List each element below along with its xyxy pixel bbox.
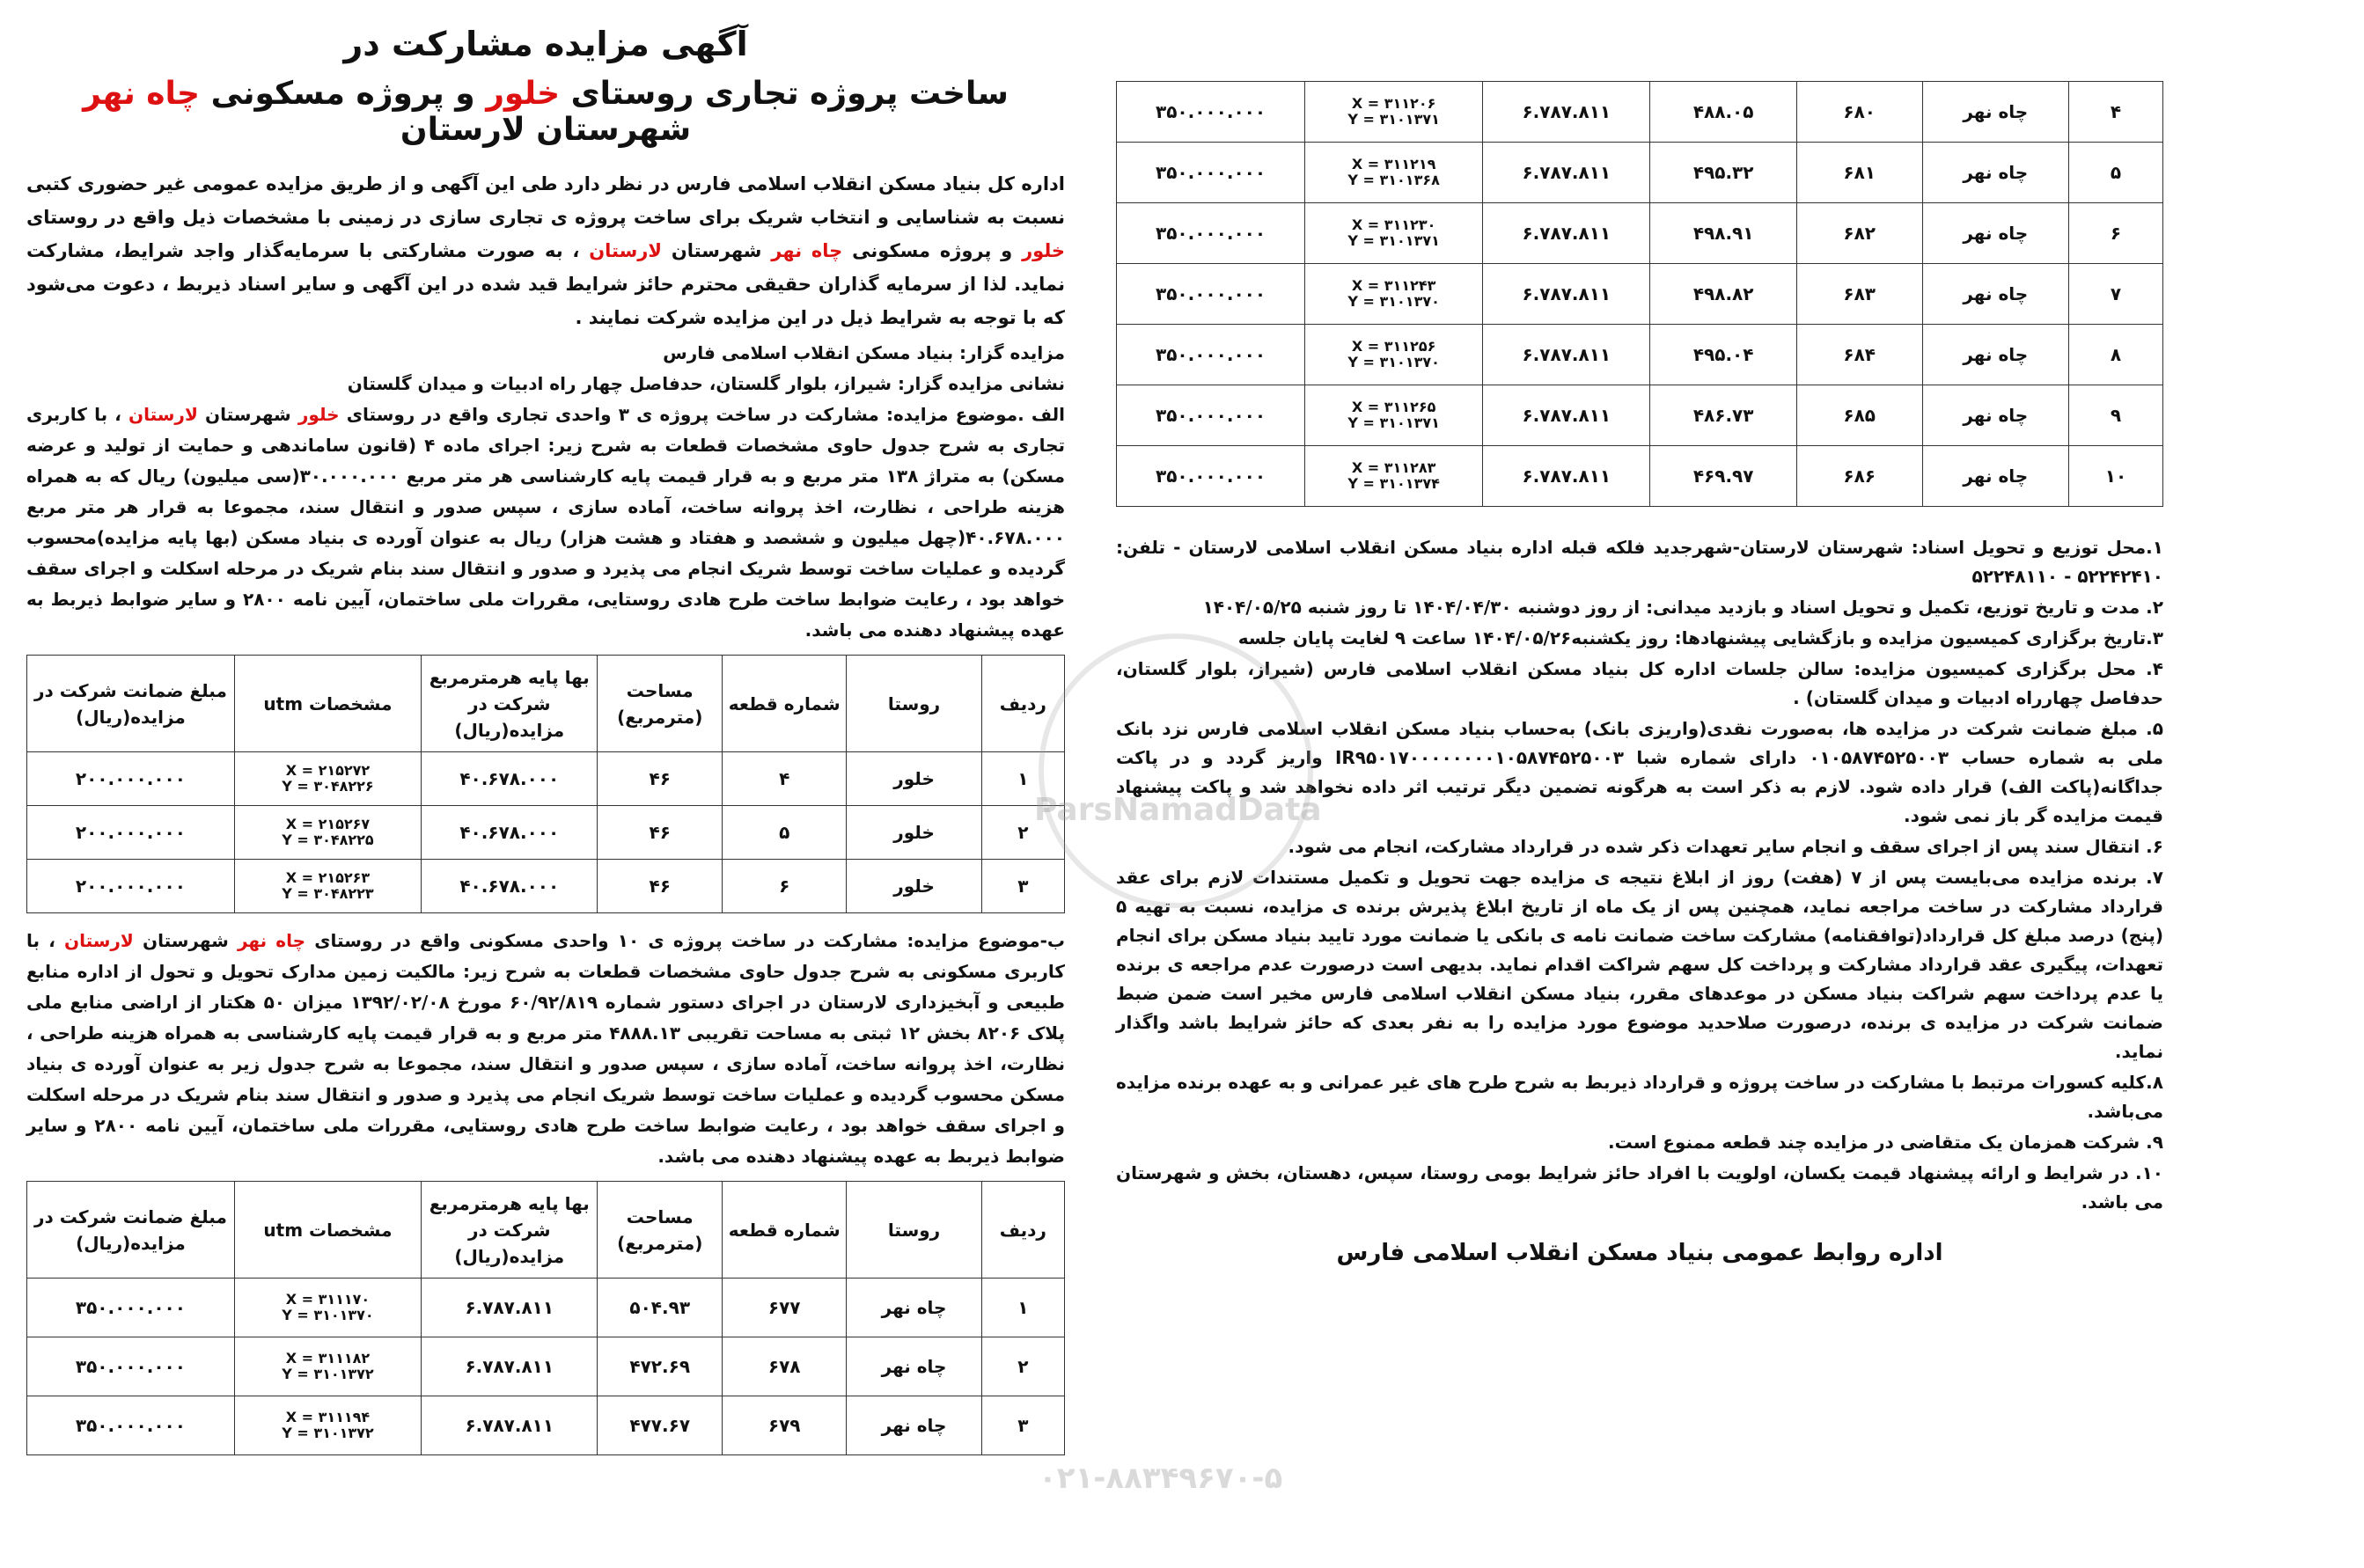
section-a-paragraph bbox=[26, 399, 1065, 646]
table-row bbox=[1117, 264, 2163, 325]
section-a-red1: خلور bbox=[297, 404, 340, 425]
cell-utm bbox=[234, 1396, 421, 1455]
cell-village: چاه نهر bbox=[847, 1279, 981, 1337]
utm-x: X = ۲۱۵۲۶۳ bbox=[285, 869, 371, 886]
cell-price: ۴۰.۶۷۸.۰۰۰ bbox=[422, 806, 598, 860]
utm-y: Y = ۳۰۴۸۲۲۳ bbox=[282, 885, 374, 902]
cell-guarantee: ۲۰۰.۰۰۰.۰۰۰ bbox=[27, 752, 235, 806]
utm-y: Y = ۳۱۰۱۳۷۰ bbox=[282, 1307, 374, 1323]
cell-guarantee: ۲۰۰.۰۰۰.۰۰۰ bbox=[27, 860, 235, 913]
condition-item: ۶. انتقال سند پس از اجرای سقف و انجام سایر تعهدات ذکر شده در قرارداد مشارکت، انجام می شود. bbox=[1288, 836, 2163, 857]
cell-guarantee: ۲۰۰.۰۰۰.۰۰۰ bbox=[27, 806, 235, 860]
residential-plots-table-continued bbox=[1116, 81, 2163, 507]
cell-area: ۴۸۶.۷۳ bbox=[1650, 385, 1796, 446]
cell-plot: ۶۸۴ bbox=[1796, 325, 1922, 385]
cell-plot: ۶۸۵ bbox=[1796, 385, 1922, 446]
table-row bbox=[1117, 143, 2163, 203]
utm-x: X = ۳۱۱۲۳۰ bbox=[1351, 216, 1436, 233]
table-row bbox=[1117, 203, 2163, 264]
notice-title: آگهی مزایده مشارکت در bbox=[343, 25, 748, 63]
cell-price: ۶.۷۸۷.۸۱۱ bbox=[1483, 385, 1650, 446]
cell-area: ۴۹۵.۳۲ bbox=[1650, 143, 1796, 203]
condition-item: ۱۰. در شرایط و ارائه پیشنهاد قیمت یکسان، اولویت با افراد حائز شرایط بومی روستا، سپس، دهستان، بخش و شهرستان می باشد. bbox=[1116, 1162, 2163, 1213]
cell-row: ۲ bbox=[981, 806, 1064, 860]
cell-area: ۴۹۵.۰۴ bbox=[1650, 325, 1796, 385]
cell-row: ۹ bbox=[2069, 385, 2163, 446]
cell-row: ۱ bbox=[981, 1279, 1064, 1337]
cell-area: ۴۶ bbox=[598, 752, 722, 806]
table-row bbox=[1117, 446, 2163, 507]
header-utm: مشخصات utm bbox=[234, 1182, 421, 1279]
intro-red3: لارستان bbox=[589, 240, 662, 261]
intro-d: ، به صورت مشارکتی با سرمایه‌گذار واجد شرایط، مشارکت نماید. لذا از سرمایه گذاران حقیقی محترم حائز شرایط قید شده در این آگهی و سایر اسناد ذیربط ، دعوت می‌شود که با توجه به شرایط ذیل در این مزایده شرکت نمایند . bbox=[26, 240, 1065, 328]
cell-village: خلور bbox=[847, 806, 981, 860]
cell-village: چاه نهر bbox=[847, 1337, 981, 1396]
utm-x: X = ۳۱۱۲۵۶ bbox=[1351, 338, 1436, 355]
cell-plot: ۶۷۹ bbox=[722, 1396, 846, 1455]
cell-village: خلور bbox=[847, 860, 981, 913]
cell-area: ۴۹۸.۸۲ bbox=[1650, 264, 1796, 325]
utm-y: Y = ۳۰۴۸۲۲۶ bbox=[282, 778, 374, 795]
cell-village: چاه نهر bbox=[1922, 446, 2068, 507]
notice-subtitle bbox=[26, 76, 1065, 148]
section-a-c: ، با کاربری تجاری به شرح جدول حاوی مشخصات قطعات به شرح زیر: اجرای ماده ۴ (قانون ساماندهی و حمایت از تولید و عرضه مسکن) به متراژ ۱۳۸ متر مربع و به قرار قیمت پایه کارشناسی هر متر مربع ۳۰.۰۰۰.۰۰۰(سی میلیون) ریال که به همراه هزینه طراحی ، نظارت، اخذ پروانه ساخت، آماده سازی ، سپس صدور و انتقال سند، مجموعا به قرار هر متر مربع ۴۰.۶۷۸.۰۰۰(چهل میلیون و ششصد و هفتاد و هشت هزار) ریال به عنوان آورده ی بنیاد مسکن (بها پایه مزایده)محسوب گردیده و عملیات ساخت توسط شریک انجام می پذیرد و صدور و انتقال سند بنام شریک در مرحله اسکلت و اجرای سقف خواهد بود ، رعایت ضوابط ساخت طرح هادی روستایی، مقررات ملی ساختمان، آیین نامه ۲۸۰۰ و سایر ضوابط ذیربط به عهده پیشنهاد دهنده می باشد. bbox=[26, 404, 1066, 641]
utm-x: X = ۳۱۱۲۴۳ bbox=[1351, 277, 1436, 294]
cell-utm bbox=[1305, 325, 1483, 385]
utm-x: X = ۳۱۱۲۱۹ bbox=[1351, 156, 1436, 172]
cell-row: ۱ bbox=[981, 752, 1064, 806]
utm-y: Y = ۳۱۰۱۳۷۲ bbox=[282, 1366, 374, 1382]
table-header-row bbox=[27, 1182, 1065, 1279]
header-area: مساحت (مترمربع) bbox=[598, 1182, 722, 1279]
subtitle-part1: ساخت پروژه تجاری روستای bbox=[570, 76, 1009, 112]
cell-row: ۸ bbox=[2069, 325, 2163, 385]
cell-village: چاه نهر bbox=[1922, 82, 2068, 143]
cell-utm bbox=[234, 1279, 421, 1337]
header-row: ردیف bbox=[981, 656, 1064, 752]
utm-x: X = ۳۱۱۱۹۴ bbox=[285, 1409, 371, 1425]
section-b-c: ، با کاربری مسکونی به شرح جدول حاوی مشخصات قطعات به شرح زیر: مالکیت زمین مدارک تحویل و تحول از اداره منابع طبیعی و آبخیزداری لارستان در اجرای دستور شماره ۶۰/۹۲/۸۱۹ مورخ ۱۳۹۲/۰۲/۰۸ میزان ۵۰ هکتار از اراضی منابع ملی پلاک ۸۲۰۶ بخش ۱۲ ثبتی به مساحت تقریبی ۴۸۸۸.۱۳ متر مربع و به قرار قیمت پایه کارشناسی به همراه هزینه طراحی ، نظارت، اخذ پروانه ساخت، آماده سازی ، سپس صدور و انتقال سند، مجموعا به شرح جدول زیر به عنوان آورده ی بنیاد مسکن محسوب گردیده و عملیات ساخت توسط شریک انجام می پذیرد و صدور و انتقال سند بنام شریک در مرحله اسکلت و اجرای سقف خواهد بود ، رعایت ضوابط ساخت طرح هادی روستایی، مقررات ملی ساختمان، آیین نامه ۲۸۰۰ و سایر ضوابط ذیربط به عهده پیشنهاد دهنده می باشد. bbox=[26, 930, 1066, 1167]
table-row bbox=[27, 1337, 1065, 1396]
utm-x: X = ۳۱۱۲۶۵ bbox=[1351, 399, 1436, 415]
cell-guarantee: ۳۵۰.۰۰۰.۰۰۰ bbox=[1117, 264, 1305, 325]
cell-village: چاه نهر bbox=[1922, 203, 2068, 264]
cell-price: ۶.۷۸۷.۸۱۱ bbox=[422, 1396, 598, 1455]
cell-price: ۶.۷۸۷.۸۱۱ bbox=[422, 1279, 598, 1337]
cell-utm bbox=[1305, 143, 1483, 203]
header-guarantee: مبلغ ضمانت شرکت در مزایده(ریال) bbox=[27, 1182, 235, 1279]
watermark-stamp bbox=[1039, 634, 1313, 908]
utm-x: X = ۳۱۱۲۸۳ bbox=[1351, 459, 1436, 476]
cell-utm bbox=[234, 752, 421, 806]
cell-plot: ۶۸۲ bbox=[1796, 203, 1922, 264]
table-header-row bbox=[27, 656, 1065, 752]
intro-red1: خلور bbox=[1022, 240, 1066, 261]
utm-y: Y = ۳۱۰۱۳۷۰ bbox=[1347, 293, 1440, 310]
cell-plot: ۶۷۷ bbox=[722, 1279, 846, 1337]
cell-plot: ۶۷۸ bbox=[722, 1337, 846, 1396]
cell-area: ۴۹۸.۹۱ bbox=[1650, 203, 1796, 264]
cell-village: خلور bbox=[847, 752, 981, 806]
section-a-a: الف .موضوع مزایده: مشارکت در ساخت پروژه ی ۳ واحدی تجاری واقع در روستای bbox=[346, 404, 1066, 425]
watermark-brand: ParsNamadData bbox=[1034, 792, 1322, 828]
utm-y: Y = ۳۱۰۱۳۷۰ bbox=[1347, 354, 1440, 370]
utm-x: X = ۳۱۱۲۰۶ bbox=[1351, 95, 1436, 112]
cell-village: چاه نهر bbox=[1922, 143, 2068, 203]
cell-guarantee: ۳۵۰.۰۰۰.۰۰۰ bbox=[27, 1396, 235, 1455]
cell-plot: ۵ bbox=[722, 806, 846, 860]
cell-guarantee: ۳۵۰.۰۰۰.۰۰۰ bbox=[1117, 143, 1305, 203]
residential-plots-table bbox=[26, 1181, 1065, 1455]
cell-row: ۷ bbox=[2069, 264, 2163, 325]
intro-paragraph bbox=[26, 167, 1065, 334]
utm-x: X = ۳۱۱۱۸۲ bbox=[285, 1350, 371, 1367]
section-b-b: شهرستان bbox=[143, 930, 229, 951]
utm-y: Y = ۳۱۰۱۳۶۸ bbox=[1347, 172, 1440, 188]
table-row bbox=[27, 1396, 1065, 1455]
section-a-red2: لارستان bbox=[128, 404, 198, 425]
condition-item: ۷. برنده مزایده می‌بایست پس از ۷ (هفت) روز از ابلاغ نتیجه ی مزایده جهت تحویل و تکمیل مستندات لازم برای عقد قرارداد مشارکت در ساخت مراجعه نماید، همچنین پس از یک ماه از تاریخ ابلاغ پذیرش برنده ی مزایده، نسبت به تهیه ۵ (پنج) درصد مبلغ کل قرارداد(توافقنامه) مشارکت ساخت ضمانت نامه ی بانکی یا ضمانت مورد تایید بنیاد مسکن برای انجام تعهدات، پیگیری عقد قرارداد مشارکت و پرداخت کل سهم شراکت اقدام نماید. بدیهی است درصورت عدم مراجعه ی برنده یا عدم پرداخت سهم شراکت بنیاد مسکن در موعدهای مقرر، بنیاد مسکن انقلاب اسلامی فارس مخیر است ضمن ضبط ضمانت شرکت در مزایده ی برنده، درصورت صلاحدید موضوع مورد مزایده را به نفر بعدی که حائز شرایط باشد واگذار نماید. bbox=[1116, 867, 2163, 1062]
auctioneer-line: مزایده گزار: بنیاد مسکن انقلاب اسلامی فارس bbox=[663, 342, 1065, 363]
condition-item: ۸.کلیه کسورات مرتبط با مشارکت در ساخت پروژه و قرارداد ذیربط به شرح طرح های غیر عمرانی و به عهده برنده مزایده می‌باشد. bbox=[1116, 1072, 2163, 1122]
cell-area: ۴۶۹.۹۷ bbox=[1650, 446, 1796, 507]
cell-guarantee: ۳۵۰.۰۰۰.۰۰۰ bbox=[27, 1337, 235, 1396]
cell-price: ۶.۷۸۷.۸۱۱ bbox=[1483, 82, 1650, 143]
cell-utm bbox=[1305, 385, 1483, 446]
table-row bbox=[27, 860, 1065, 913]
cell-area: ۵۰۴.۹۳ bbox=[598, 1279, 722, 1337]
header-plot: شماره قطعه bbox=[722, 1182, 846, 1279]
cell-guarantee: ۳۵۰.۰۰۰.۰۰۰ bbox=[1117, 325, 1305, 385]
condition-item: ۹. شرکت همزمان یک متقاضی در مزایده چند قطعه ممنوع است. bbox=[1608, 1132, 2163, 1153]
intro-b: و پروژه مسکونی bbox=[852, 240, 1013, 261]
cell-row: ۶ bbox=[2069, 203, 2163, 264]
subtitle-village-chahnahr: چاه نهر bbox=[83, 76, 201, 112]
cell-price: ۴۰.۶۷۸.۰۰۰ bbox=[422, 752, 598, 806]
commercial-plots-table bbox=[26, 655, 1065, 913]
cell-village: چاه نهر bbox=[1922, 325, 2068, 385]
cell-price: ۶.۷۸۷.۸۱۱ bbox=[422, 1337, 598, 1396]
cell-utm bbox=[1305, 446, 1483, 507]
cell-price: ۶.۷۸۷.۸۱۱ bbox=[1483, 143, 1650, 203]
header-utm: مشخصات utm bbox=[234, 656, 421, 752]
footer-signature: اداره روابط عمومی بنیاد مسکن انقلاب اسلامی فارس bbox=[1336, 1240, 1943, 1266]
table-row bbox=[1117, 385, 2163, 446]
table-row bbox=[1117, 325, 2163, 385]
left-column bbox=[26, 18, 1065, 1455]
conditions-list bbox=[1116, 533, 2163, 1217]
cell-plot: ۶۸۰ bbox=[1796, 82, 1922, 143]
condition-item: ۵. مبلغ ضمانت شرکت در مزایده ها، به‌صورت نقدی(واریزی بانک) به‌حساب بنیاد مسکن انقلاب اسلامی فارس نزد بانک ملی به شماره حساب ۰۱۰۵۸۷۴۵۲۵۰۰۳ دارای شماره شبا IR۹۵۰۱۷۰۰۰۰۰۰۰۰۱۰۵۸۷۴۵۲۵۰۰۳ واریز گردد و در پاکت جداگانه(پاکت الف) قرار داده شود. لازم به ذکر است به هرگونه تضمین دیگر ترتیب اثر داده نخواهد شد و پاکت پیشنهاد قیمت مزایده گر باز نمی شود. bbox=[1116, 718, 2163, 826]
cell-utm bbox=[234, 860, 421, 913]
cell-utm bbox=[234, 1337, 421, 1396]
cell-row: ۳ bbox=[981, 1396, 1064, 1455]
cell-row: ۵ bbox=[2069, 143, 2163, 203]
intro-red2: چاه نهر bbox=[771, 240, 843, 261]
header-price: بها پایه هرمترمربع شرکت در مزایده(ریال) bbox=[422, 1182, 598, 1279]
utm-x: X = ۳۱۱۱۷۰ bbox=[285, 1291, 371, 1308]
cell-plot: ۶۸۳ bbox=[1796, 264, 1922, 325]
header-area: مساحت (مترمربع) bbox=[598, 656, 722, 752]
section-b-a: ب-موضوع مزایده: مشارکت در ساخت پروژه ی ۱۰ واحدی مسکونی واقع در روستای bbox=[314, 930, 1065, 951]
cell-area: ۴۷۲.۶۹ bbox=[598, 1337, 722, 1396]
section-b-red1: چاه نهر bbox=[237, 930, 306, 951]
cell-plot: ۴ bbox=[722, 752, 846, 806]
cell-row: ۲ bbox=[981, 1337, 1064, 1396]
header-row: ردیف bbox=[981, 1182, 1064, 1279]
cell-village: چاه نهر bbox=[847, 1396, 981, 1455]
header-village: روستا bbox=[847, 656, 981, 752]
cell-utm bbox=[1305, 264, 1483, 325]
condition-item: ۲. مدت و تاریخ توزیع، تکمیل و تحویل اسناد و بازدید میدانی: از روز دوشنبه ۱۴۰۴/۰۴/۳۰ تا روز شنبه ۱۴۰۴/۰۵/۲۵ bbox=[1202, 597, 2163, 618]
cell-area: ۴۶ bbox=[598, 860, 722, 913]
cell-guarantee: ۳۵۰.۰۰۰.۰۰۰ bbox=[1117, 385, 1305, 446]
condition-item: ۱.محل توزیع و تحویل اسناد: شهرستان لارستان-شهرجدید فلکه قبله اداره بنیاد مسکن انقلاب اسلامی لارستان - تلفن: ۵۲۲۴۲۴۱۰ - ۵۲۲۴۸۱۱۰ bbox=[1116, 537, 2163, 587]
header-village: روستا bbox=[847, 1182, 981, 1279]
cell-utm bbox=[1305, 203, 1483, 264]
condition-item: ۳.تاریخ برگزاری کمیسیون مزایده و بازگشایی پیشنهادها: روز یکشنبه۱۴۰۴/۰۵/۲۶ ساعت ۹ لغایت پایان جلسه bbox=[1237, 627, 2163, 648]
address-line: نشانی مزایده گزار: شیراز، بلوار گلستان، حدفاصل چهار راه ادبیات و میدان گلستان bbox=[347, 373, 1065, 394]
cell-area: ۴۶ bbox=[598, 806, 722, 860]
cell-row: ۱۰ bbox=[2069, 446, 2163, 507]
condition-item: ۴. محل برگزاری کمیسیون مزایده: سالن جلسات اداره کل بنیاد مسکن انقلاب اسلامی فارس (شیراز، بلوار گلستان، حدفاصل چهارراه ادبیات و میدان گلستان) . bbox=[1116, 658, 2163, 708]
cell-plot: ۶۸۱ bbox=[1796, 143, 1922, 203]
subtitle-part3: شهرستان لارستان bbox=[400, 112, 692, 148]
watermark-phone: ۰۲۱-۸۸۳۴۹۶۷۰-۵ bbox=[1039, 1461, 1283, 1496]
cell-guarantee: ۳۵۰.۰۰۰.۰۰۰ bbox=[27, 1279, 235, 1337]
utm-y: Y = ۳۱۰۱۳۷۲ bbox=[282, 1425, 374, 1441]
table-row bbox=[27, 752, 1065, 806]
section-b-paragraph bbox=[26, 926, 1065, 1172]
section-b-red2: لارستان bbox=[64, 930, 134, 951]
cell-guarantee: ۳۵۰.۰۰۰.۰۰۰ bbox=[1117, 82, 1305, 143]
cell-area: ۴۸۸.۰۵ bbox=[1650, 82, 1796, 143]
header-plot: شماره قطعه bbox=[722, 656, 846, 752]
cell-price: ۶.۷۸۷.۸۱۱ bbox=[1483, 325, 1650, 385]
utm-y: Y = ۳۱۰۱۳۷۴ bbox=[1347, 475, 1440, 492]
cell-area: ۴۷۷.۶۷ bbox=[598, 1396, 722, 1455]
table-row bbox=[27, 1279, 1065, 1337]
cell-row: ۳ bbox=[981, 860, 1064, 913]
cell-guarantee: ۳۵۰.۰۰۰.۰۰۰ bbox=[1117, 203, 1305, 264]
utm-y: Y = ۳۰۴۸۲۲۵ bbox=[282, 832, 374, 848]
header-guarantee: مبلغ ضمانت شرکت در مزایده(ریال) bbox=[27, 656, 235, 752]
header-price: بها پایه هرمترمربع شرکت در مزایده(ریال) bbox=[422, 656, 598, 752]
cell-village: چاه نهر bbox=[1922, 385, 2068, 446]
cell-price: ۶.۷۸۷.۸۱۱ bbox=[1483, 264, 1650, 325]
cell-row: ۴ bbox=[2069, 82, 2163, 143]
cell-village: چاه نهر bbox=[1922, 264, 2068, 325]
cell-price: ۶.۷۸۷.۸۱۱ bbox=[1483, 203, 1650, 264]
intro-c: شهرستان bbox=[671, 240, 762, 261]
subtitle-village-khalvar: خلور bbox=[486, 76, 561, 112]
utm-y: Y = ۳۱۰۱۳۷۱ bbox=[1347, 111, 1440, 128]
intro-a: اداره کل بنیاد مسکن انقلاب اسلامی فارس در نظر دارد طی این آگهی و از طریق مزایده عمومی غیر حضوری کتبی نسبت به شناسایی و انتخاب شریک برای ساخت پروژه ی تجاری سازی در زمینی با مشخصات ذیل واقع در روستای bbox=[26, 173, 1065, 228]
table-row bbox=[1117, 82, 2163, 143]
utm-y: Y = ۳۱۰۱۳۷۱ bbox=[1347, 232, 1440, 249]
cell-plot: ۶۸۶ bbox=[1796, 446, 1922, 507]
cell-utm bbox=[234, 806, 421, 860]
utm-x: X = ۲۱۵۲۷۲ bbox=[285, 762, 371, 779]
section-a-b: شهرستان bbox=[205, 404, 291, 425]
cell-plot: ۶ bbox=[722, 860, 846, 913]
cell-utm bbox=[1305, 82, 1483, 143]
table-row bbox=[27, 806, 1065, 860]
cell-price: ۴۰.۶۷۸.۰۰۰ bbox=[422, 860, 598, 913]
cell-guarantee: ۳۵۰.۰۰۰.۰۰۰ bbox=[1117, 446, 1305, 507]
utm-y: Y = ۳۱۰۱۳۷۱ bbox=[1347, 414, 1440, 431]
cell-price: ۶.۷۸۷.۸۱۱ bbox=[1483, 446, 1650, 507]
subtitle-part2: و پروژه مسکونی bbox=[210, 76, 475, 112]
utm-x: X = ۲۱۵۲۶۷ bbox=[285, 816, 371, 832]
